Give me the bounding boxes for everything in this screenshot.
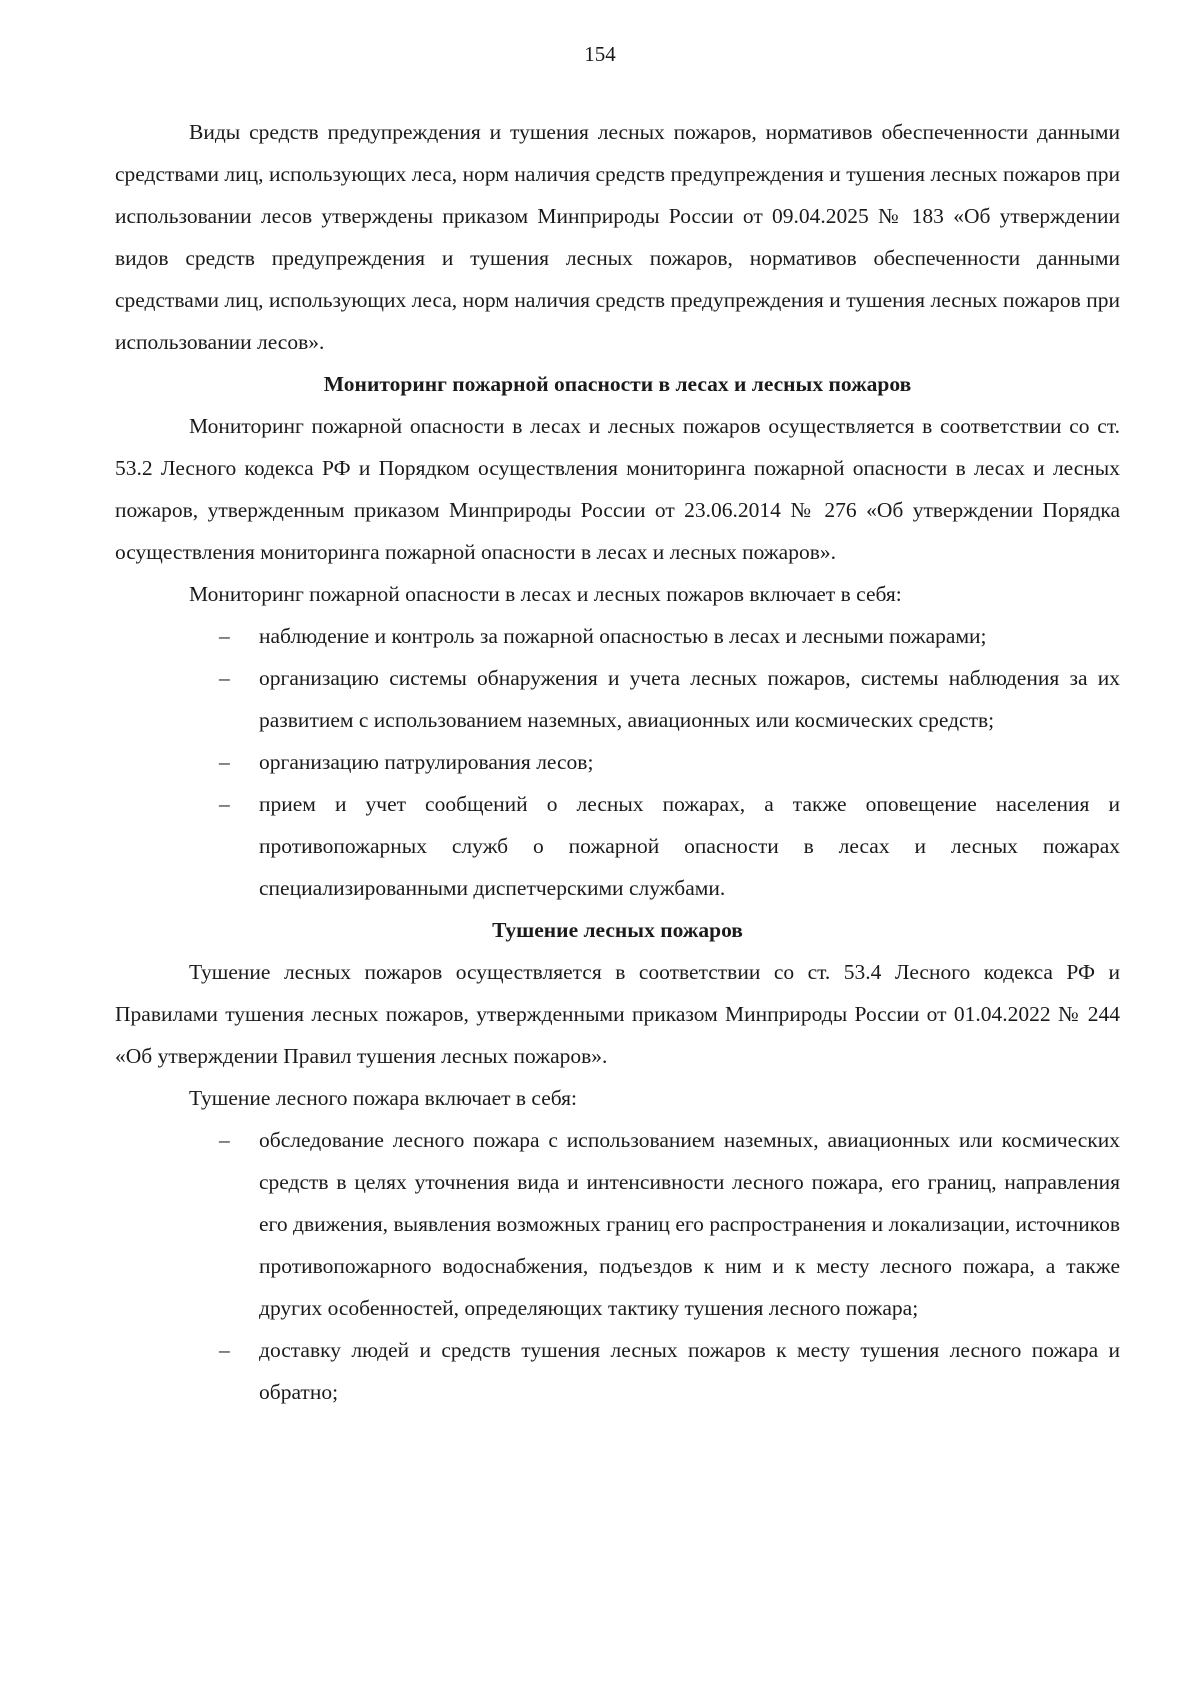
dash-marker: – <box>219 792 230 816</box>
dash-marker: – <box>219 750 230 774</box>
list-item-text: организацию патрулирования лесов; <box>259 750 594 774</box>
extinguishing-paragraph-2: Тушение лесного пожара включает в себя: <box>189 1086 578 1110</box>
dash-marker: – <box>219 624 230 648</box>
list-item <box>219 1119 1120 1329</box>
list-item <box>219 615 1120 657</box>
list-item <box>219 783 1120 909</box>
monitoring-paragraph-1: Мониторинг пожарной опасности в лесах и лесных пожаров осуществляется в соответствии со ст. 53.2 Лесного кодекса РФ и Порядком осуществления мониторинга пожарной опасности в лесах и лесных пожаров, утвержденным приказом Минприроды России от 23.06.2014 № 276 «Об утверждении Порядка осуществления мониторинга пожарной опасности в лесах и лесных пожаров». <box>115 414 1120 564</box>
list-item-text: организацию системы обнаружения и учета лесных пожаров, системы наблюдения за их развитием с использованием наземных, авиационных или космических средств; <box>259 666 1120 732</box>
page-content <box>115 111 1120 1413</box>
list-item-text: обследование лесного пожара с использованием наземных, авиационных или космических средств в целях уточнения вида и интенсивности лесного пожара, его границ, направления его движения, выявления возможных границ его распространения и локализации, источников противопожарного водоснабжения, подъездов к ним и к месту лесного пожара, а также других особенностей, определяющих тактику тушения лесного пожара; <box>259 1128 1120 1320</box>
dash-marker: – <box>219 1128 230 1152</box>
section-heading-extinguishing: Тушение лесных пожаров <box>492 918 743 942</box>
list-item <box>219 741 1120 783</box>
list-item-text: прием и учет сообщений о лесных пожарах, а также оповещение населения и противопожарных служб о пожарной опасности в лесах и лесных пожарах специализированными диспетчерскими службами. <box>259 792 1120 900</box>
dash-marker: – <box>219 666 230 690</box>
dash-marker: – <box>219 1338 230 1362</box>
monitoring-list <box>115 615 1120 909</box>
extinguishing-list <box>115 1119 1120 1413</box>
list-item-text: наблюдение и контроль за пожарной опасностью в лесах и лесными пожарами; <box>259 624 987 648</box>
section-heading-monitoring: Мониторинг пожарной опасности в лесах и лесных пожаров <box>323 372 912 396</box>
page-number: 154 <box>584 42 616 66</box>
list-item <box>219 1329 1120 1413</box>
list-item <box>219 657 1120 741</box>
monitoring-paragraph-2: Мониторинг пожарной опасности в лесах и лесных пожаров включает в себя: <box>189 582 902 606</box>
extinguishing-paragraph-1: Тушение лесных пожаров осуществляется в соответствии со ст. 53.4 Лесного кодекса РФ и Правилами тушения лесных пожаров, утвержденными приказом Минприроды России от 01.04.2022 № 244 «Об утверждении Правил тушения лесных пожаров». <box>115 960 1120 1068</box>
intro-paragraph: Виды средств предупреждения и тушения лесных пожаров, нормативов обеспеченности данными средствами лиц, использующих леса, норм наличия средств предупреждения и тушения лесных пожаров при использовании лесов утверждены приказом Минприроды России от 09.04.2025 № 183 «Об утверждении видов средств предупреждения и тушения лесных пожаров, нормативов обеспеченности данными средствами лиц, использующих леса, норм наличия средств предупреждения и тушения лесных пожаров при использовании лесов». <box>115 120 1120 354</box>
list-item-text: доставку людей и средств тушения лесных пожаров к месту тушения лесного пожара и обратно; <box>259 1338 1120 1404</box>
